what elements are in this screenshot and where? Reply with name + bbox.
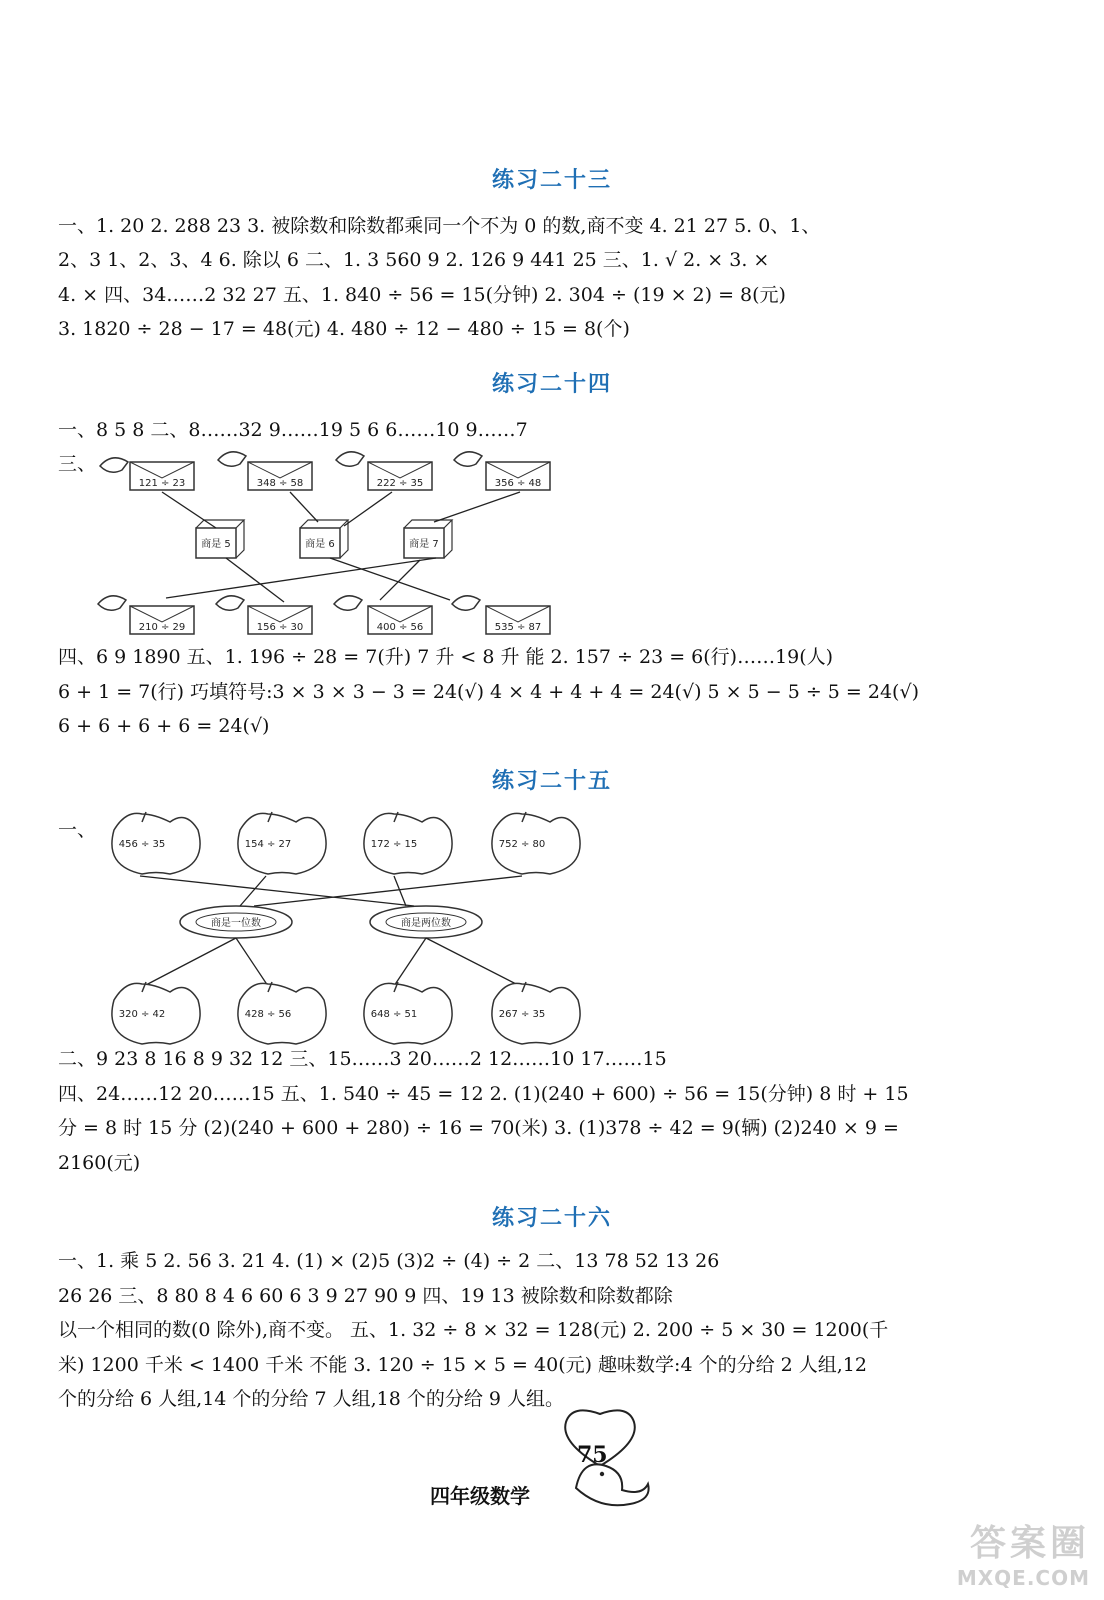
bird-letter — [98, 596, 194, 634]
answer-line: 一、1. 20 2. 288 23 3. 被除数和除数都乘同一个不为 0 的数,商不变 4. 21 27 5. 0、1、 — [58, 215, 821, 237]
answer-line: 2、3 1、2、3、4 6. 除以 6 二、1. 3 560 9 2. 126 9 441 25 三、1. √ 2. × 3. × — [58, 249, 770, 271]
watermark-text: 答案圈 — [969, 1523, 1090, 1564]
plate — [180, 906, 292, 938]
letter-label: 356 ÷ 48 — [494, 478, 542, 489]
answer-line: 以一个相同的数(0 除外),商不变。 五、1. 32 ÷ 8 × 32 = 128(元) 2. 200 ÷ 5 × 30 = 1200(千 — [58, 1319, 889, 1341]
section-title-26: 练习二十六 — [491, 1206, 612, 1231]
quotient-box — [196, 520, 244, 558]
answer-line: 6 + 6 + 6 + 6 = 24(√) — [58, 715, 270, 737]
apple-label: 648 ÷ 51 — [370, 1009, 418, 1020]
apple — [238, 982, 326, 1044]
letter-label: 222 ÷ 35 — [376, 478, 424, 489]
section-title-25: 练习二十五 — [491, 769, 612, 794]
bird-letter — [452, 596, 550, 634]
letter-label: 121 ÷ 23 — [138, 478, 186, 489]
bird-letter — [336, 452, 432, 490]
answer-line: 分 = 8 时 15 分 (2)(240 + 600 + 280) ÷ 16 = 70(米) 3. (1)378 ÷ 42 = 9(辆) (2)240 × 9 = — [58, 1117, 899, 1139]
apple-label: 320 ÷ 42 — [118, 1009, 166, 1020]
bird-letter — [218, 452, 312, 490]
apple-label: 428 ÷ 56 — [244, 1009, 292, 1020]
answer-line: 个的分给 6 人组,14 个的分给 7 人组,18 个的分给 9 人组。 — [58, 1388, 565, 1410]
apple — [364, 982, 452, 1044]
box-label: 商是 6 — [305, 539, 335, 550]
answer-line: 一、8 5 8 二、8……32 9……19 5 6 6……10 9……7 — [58, 419, 528, 441]
letter-label: 348 ÷ 58 — [256, 478, 304, 489]
apple — [364, 812, 452, 874]
quotient-box — [300, 520, 348, 558]
bird-letter — [454, 452, 550, 490]
answer-line: 6 + 1 = 7(行) 巧填符号:3 × 3 × 3 − 3 = 24(√) 4 × 4 + 4 + 4 = 24(√) 5 × 5 − 5 ÷ 5 = 24(√) — [58, 681, 919, 703]
apple-label: 752 ÷ 80 — [498, 839, 546, 850]
answer-line: 二、9 23 8 16 8 9 32 12 三、15……3 20……2 12……10 17……15 — [58, 1048, 667, 1070]
letter-label: 156 ÷ 30 — [256, 622, 304, 633]
box-label: 商是 5 — [201, 539, 231, 550]
answer-line: 4. × 四、34……2 32 27 五、1. 840 ÷ 56 = 15(分钟) 2. 304 ÷ (19 × 2) = 8(元) — [58, 284, 786, 306]
apple-label: 172 ÷ 15 — [370, 839, 418, 850]
plate-label: 商是一位数 — [211, 918, 261, 929]
bird-letter — [100, 458, 194, 490]
apple-label: 456 ÷ 35 — [118, 839, 166, 850]
answer-line: 一、1. 乘 5 2. 56 3. 21 4. (1) × (2)5 (3)2 ÷ (4) ÷ 2 二、13 78 52 13 26 — [58, 1250, 720, 1272]
watermark — [890, 1515, 1090, 1590]
apple — [112, 982, 200, 1044]
letter-label: 400 ÷ 56 — [376, 622, 424, 633]
apple — [238, 812, 326, 874]
bird-letter — [334, 596, 432, 634]
answer-line: 3. 1820 ÷ 28 − 17 = 48(元) 4. 480 ÷ 12 − 480 ÷ 15 = 8(个) — [58, 318, 630, 340]
box-label: 商是 7 — [409, 539, 439, 550]
section-title-24: 练习二十四 — [491, 372, 612, 397]
apple-label: 154 ÷ 27 — [244, 839, 292, 850]
apple — [112, 812, 200, 874]
answer-line: 2160(元) — [58, 1152, 141, 1174]
section-title-23: 练习二十三 — [491, 168, 612, 193]
question-label: 一、 — [58, 819, 97, 841]
seal-mascot-icon — [576, 1464, 649, 1505]
plate — [370, 906, 482, 938]
apple-label: 267 ÷ 35 — [498, 1009, 546, 1020]
letter-label: 210 ÷ 29 — [138, 622, 186, 633]
grade-subject-label: 四年级数学 — [430, 1484, 530, 1508]
answer-line: 四、6 9 1890 五、1. 196 ÷ 28 = 7(升) 7 升 < 8 升 能 2. 157 ÷ 23 = 6(行)……19(人) — [58, 646, 834, 668]
page-number: 75 — [577, 1442, 608, 1468]
answer-line: 26 26 三、8 80 8 4 6 60 6 3 9 27 90 9 四、19 13 被除数和除数都除 — [58, 1285, 673, 1307]
plate-label: 商是两位数 — [401, 918, 451, 929]
watermark-url: MXQE.COM — [956, 1566, 1090, 1590]
question-label: 三、 — [58, 453, 97, 475]
answer-line: 四、24……12 20……15 五、1. 540 ÷ 45 = 12 2. (1)(240 + 600) ÷ 56 = 15(分钟) 8 时 + 15 — [58, 1083, 909, 1105]
letter-label: 535 ÷ 87 — [494, 622, 542, 633]
bird-letter — [216, 596, 312, 634]
apple — [492, 812, 580, 874]
quotient-box — [404, 520, 452, 558]
apple — [492, 982, 580, 1044]
answer-line: 米) 1200 千米 < 1400 千米 不能 3. 120 ÷ 15 × 5 = 40(元) 趣味数学:4 个的分给 2 人组,12 — [58, 1354, 867, 1376]
